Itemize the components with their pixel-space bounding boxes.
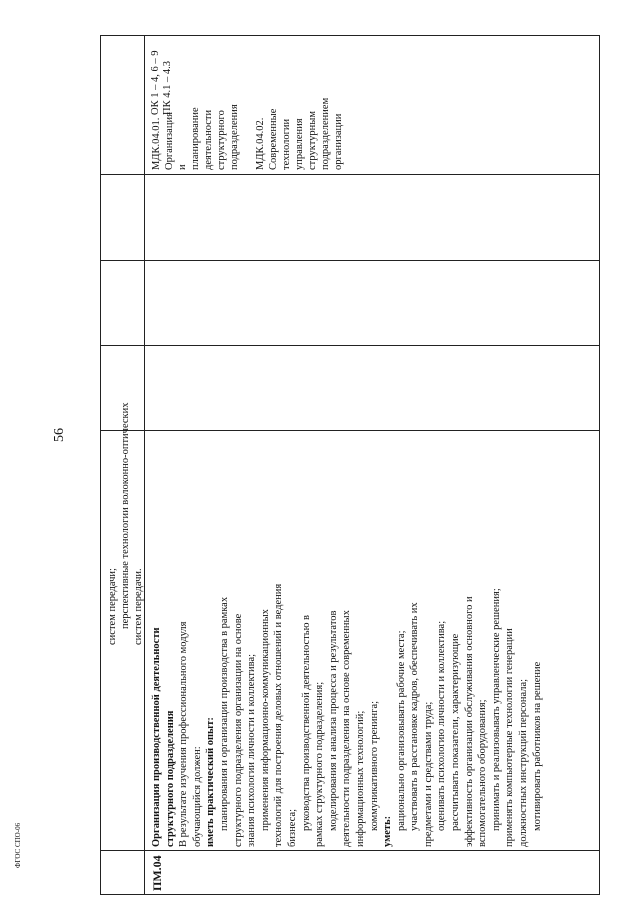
column-divider (100, 894, 600, 895)
column-divider (100, 174, 600, 175)
text-line: информационных технологий; (354, 710, 366, 847)
text-line: В результате изучения профессионального модуля (178, 621, 190, 847)
text-line: моделирования и анализа процесса и результатов (327, 610, 339, 831)
text-line: планирования и организации производства в рамках (218, 596, 230, 831)
competency-line: ПК 4.1 – 4.3 (162, 61, 173, 115)
mdk-line: организации (333, 113, 344, 170)
spacer (241, 106, 254, 170)
document-footer: ФГОС СПО-06 (14, 822, 22, 868)
text-line: бизнеса; (286, 808, 298, 847)
text-line: обучающийся должен: (191, 746, 203, 847)
text-line: оценивать психологию личности и коллектива; (436, 620, 448, 831)
column-divider (100, 430, 600, 431)
title-line: структурного подразделения (164, 710, 176, 847)
mdk-line: подразделением (320, 97, 331, 170)
text-line: участвовать в расстановке кадров, обеспечивать их (409, 602, 421, 831)
module-title (150, 435, 177, 847)
mdk-line: структурным (307, 111, 318, 170)
text-line: знания психологии личности и коллектива; (246, 653, 258, 847)
text-line: предметами и средствами труда; (422, 701, 434, 847)
mdk-line: Современные (268, 108, 279, 170)
text-line: коммуникативного тренинга; (368, 700, 380, 831)
text-line: принимать и реализовывать управленческие решения; (490, 588, 502, 831)
mdk-line: Организация и (164, 112, 188, 170)
practical-heading: иметь практический опыт: (205, 717, 217, 847)
mdk-line: деятельности (203, 109, 214, 170)
text-line: применения информационно-коммуникационных (259, 609, 271, 831)
module-content (150, 435, 544, 847)
text-line: структурного подразделения организации на основе (232, 613, 244, 847)
text-line: рамках структурного подразделения; (314, 681, 326, 847)
mdk-list (150, 97, 345, 170)
column-divider (100, 345, 600, 346)
text-line: рационально организовывать рабочие места; (395, 630, 407, 831)
text-line: должностных инструкций персонала; (518, 678, 530, 847)
column-divider (100, 35, 600, 36)
mdk-line: управления (294, 118, 305, 170)
mdk-line: МДК.04.02. (255, 117, 266, 170)
mdk-line: планирование (190, 107, 201, 170)
column-divider (100, 850, 600, 851)
text-line: мотивировать работников на решение (531, 661, 543, 831)
mdk-line: технологии (281, 118, 292, 170)
mdk-line: структурного (216, 110, 227, 170)
mdk-line: МДК.04.01. (151, 117, 162, 170)
text-line: перспективные технологии волоконно-оптических (120, 402, 131, 629)
text-line: эффективность организации обслуживания основного и (463, 596, 475, 847)
text-line: применять компьютерные технологии генерации (504, 628, 516, 847)
page-number: 56 (52, 428, 67, 442)
text-line: рассчитывать показатели, характеризующие (450, 633, 462, 831)
module-code: ПМ.04 (150, 855, 164, 891)
title-line: Организация производственной деятельности (151, 627, 162, 847)
competency-line: ОК 1 – 4, 6 – 9 (150, 50, 161, 115)
mdk-line: подразделения (229, 104, 240, 170)
text-line: систем передачи; (107, 568, 118, 645)
previous-row-text (106, 225, 145, 645)
text-line: деятельности подразделения на основе современных (341, 610, 353, 847)
text-line: вспомогательного оборудования; (477, 699, 489, 847)
column-divider (100, 260, 600, 261)
table-border-bottom (599, 35, 600, 895)
text-line: технологий для построения деловых отношений и ведения (273, 583, 285, 847)
competencies (150, 41, 174, 115)
text-line: руководства производственной деятельностью в (300, 614, 312, 831)
table-sheet (100, 35, 600, 895)
skills-heading: уметь: (382, 815, 394, 847)
text-line: систем передачи. (133, 568, 144, 645)
table-border-top (100, 35, 101, 895)
